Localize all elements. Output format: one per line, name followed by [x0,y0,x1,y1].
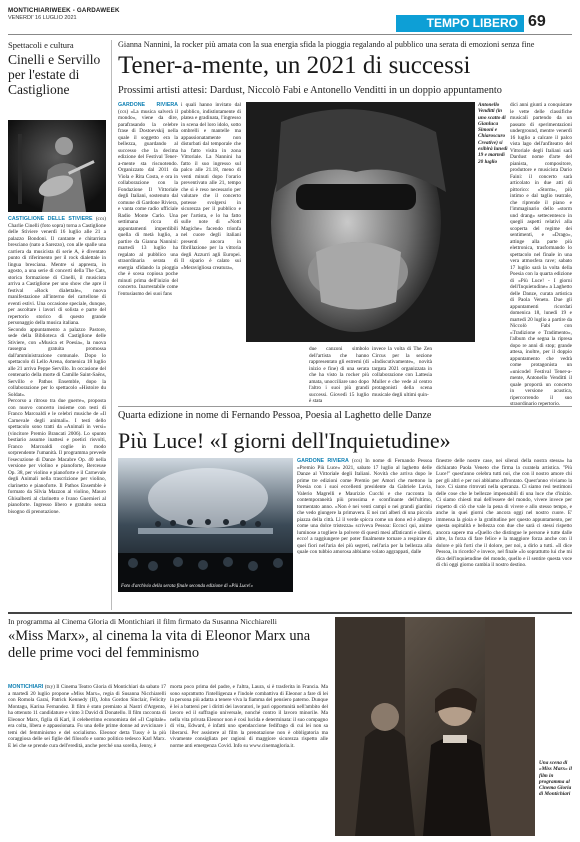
issue-date: VENERDI' 16 LUGLIO 2021 [8,15,77,21]
poetry-kicker: GARDONE RIVIERA [297,458,349,464]
poetry-col-1-text: (ccs) In nome di Fernando Pessoa «Premio Più Luce» 2021, sabato 17 luglio al laghetto delle Danze al Vittoriale degli Italiani. Novità che arriva dopo le prime tre edizioni come Premio per Amori che mettono la Poesia con i suoi eccellenti presidente da Gabriele Lavia, Valerio Magrelli e Maurizio Cucchi e che racconta la contemporaneità più prossima e sconfinante dell'ultimo, tormentato anno. «Non è nei venti campi o nei grandi giardini che vedo giungere la primavera. E nei rari alberi di una piccola piazza della città. Lì il verde spicca come un dono ed è allegro come una dolce tristezza» scriveva Pessoa: Eccoci qui, anime luminose a togliere la polvere di questi mesi affaticanti e silenti, ecco! a raggiungere per poter finalmente tornare a respirare di quei fiori nell'aria dei più segreti, nell'aria per la bellezza alla quale con tubbio amorosa abbiamo volato aggrappati, dalle [297,458,433,555]
film-kicker: MONTICHIARI [8,684,44,690]
lead-col-1-text: (ccs) «La musica salverà il mondo», viene da dire, parafrasando la celebre frase di Dostoevskij nella quale il soggetto era la bellezza, guardando al successo che la decima edizione del Festival Tener-a-mente sta riscuotendo. Organizzato dal 2011 da Viola e Rita Costa, e ora in collaborazione con la Fondazione Il Vittoriale degli Italiani, sostenuto dal comune di Gardone Riviera, e vanta come radio ufficiale Radio Monte Carlo. Una settimana ricca di appuntamenti imperdibili quella di metà luglio, a partire da Gianna Nannini: martedì 13 luglio ha regalato al pubblico una straordinaria serata di energia sfidando la pioggia che è scesa copiosa poche minuti prima dell'inizio del concerto. Inarrestabile come l'entusiasmo dei suoi fans [118,108,178,297]
lead-photo-nannini [246,102,475,342]
film-col-2: morta poco prima del padre, e l'altra, Laura, si è trasferita in Francia. Ma sono soprattutto l'intelligenza e l'indole combattiva di Eleonor a fare di lei la persona più adatta a tenere viva la fiamma del pensiero paterno. Dunque è lei a battersi per i diritti dei lavoratori, le pari opportunità nell'ambito del lavoro ed il suffragio universale, nonché contro il lavoro minorile. Ma nella vita privata Eleonor non è così lucida e determinata: il suo compagno di vita, Edward, è infatti uno spendaccione fedifrago di cui lei non sa liberarsi. Per assistere al film la prenotazione non è obbligatoria ma vivamente consigliata per ragioni di maggiore sicurezza rispetto alle norme anti emergenza Covid. Info su www.cinemagloria.it. [170,684,328,749]
sidebar-body [8,216,106,515]
poetry-col-1 [297,458,432,592]
lead-col-5: dici anni giunti a conquistare le vette delle classifiche musicali partendo da un passato di sperimentazioni underground, mentre venerdì 16 luglio a calcare il palco vista lago dell'anfiteatro del Vittoriale degli Italiani sarà Dardust nome d'arte del pianista, compositore, produttore e musicista Dario Faini: il concerto sarà articolato in due atti di pittorico: «Storm», più intimo e dal taglio teatrale, che riprende il piano e l'immaginario dello «storm und drang» settecentesco in quegli aspetti relativi alla scoperta del regime dei sentimenti, e «Drago», attinge alla parte più elettronica, trasformando lo spettacolo nel finale in una vera atmosfera rave; sabato 17 luglio sarà la volta della Poesia con la quarta edizione di «Più Luce! - I giorni dell'Inquietudine» a Laghetto delle Danze, curata artistica di Paola Veneto. Due gli appuntamenti ricordati domenica 18, lunedì 19 e martedì 20 luglio a partire da Niccolò Fabi con «Tradizione e Tradimento», l'album che segna la ripresa dopo re anni di stop; grande attesa, inoltre, per il doppio appuntamento che vedrà come protagonista un «unicodel Festival Tener-a-mente, Antonello Venditti il quale proporrà un concerto in versione acustica, ripercorrendo il suo straordinario repertorio. [510,102,572,407]
lead-subhead: Prossimi artisti attesi: Dardust, Niccolò Fabi e Antonello Venditti in un doppio appuntamento [118,85,502,96]
poetry-headline: Più Luce! «I giorni dell'Inquietudine» [118,428,451,453]
sidebar-body-start: (ccs) Charlie Cinelli (foto sopra) torna a Castiglione delle Stiviere venerdì 16 luglio alle 21 a palazzo Bondoni. Il cantante e chitarrista bresciano (nato a Sarezzo), con alle spalle una carriera da musicista di serie A, è diventato punto di riferimento per il rock dialettale in lingua bresciana. Mentre si appresta, in agosto, a una serie di concerti della The Cats, storica formazione di Cinelli, il musicista arriva a Castiglione per uno show che apre il festival «Rock dialettale», nuova manifestazione all'interno del cartellone di eventi estivi. Una occasione speciale, dunque, per ascoltare i lavori di solista e parte del repertorio storico di questo grande personaggio della musica italiana. [8,216,107,326]
sidebar-headline: Cinelli e Servillo per l'estate di Castiglione [8,52,101,97]
lead-col-3: due canzoni simbolo dell'artista che hanno rappresentato gli estremi (di inizio e fine) di una serata che ha visto la rocker più amata, unocciliare uno dopo l'altro i suoi più grandi successi. Giovedì 15 luglio è stata [309,346,369,404]
sidebar-body-end: Percorso a ritroso tra due guerre», proposta con nuovo concerto insieme con testi di Franco Marcoaldi e le celebri musiche de «Il Carnevale degli animali». I testi dello spettacolo sono tratti da «Animali in versi» (vincitore Premio Brancati 2006). Lo spunto bestiario assume inattesi e poetici risvolti, Franco Marcoaldi coglie in modo sorprendente l'umanità. Il programma prevede l'esecuzione di Danze Macabre Op. 40 nella versione per violino e pianoforte, Berceuse Op. 38, per violino e pianoforte e il Carnevale degli Animali nella trascrizione per violino, clarinetto e pianoforte. Il Pathos Ensemble è formato da Silvia Mazzon al violino, Mauro Ghisalberti al clarinetto e Ivano Guernieri al pianoforte. Ingresso libero e gratuito senza bisogno di prenotazione. [8,398,106,515]
film-col-1-text: (txy) Il Cinema Teatro Gloria di Montichiari da sabato 17 a martedì 20 luglio propone «Miss Marx», regia di Susanna Nicchiarelli con Romola Garai, Patrick Kennedy (II), John Gordon Sinclair, Felicity Montagu, Karina Fernandez. Il film è stato premiato ai Nastri d'Argento, ha ottenuto 11 candidature e vinto 3 David di Donatello. Il film racconta di Eleonor Marx, figlia di Karl, il celeberrimo economista del «Il Capitale» era colta, libera e appassionata. Fu una delle prime donne ad avvicinare i temi del femminismo e del socialismo. Eleonor detta Tussy è la più coraggiosa delle sei figlie del filosofo e uomo politico tedesco Karl Marx. E lei che se prende cura dell'eredità, anche perché una sorella, Jenny, è [8,684,166,749]
lead-overline: Gianna Nannini, la rocker più amata con la sua energia sfida la pioggia regalando al pubblico una serata di emozioni senza fine [118,40,535,49]
section-banner: TEMPO LIBERO [396,15,524,32]
poetry-overline: Quarta edizione in nome di Fernando Pessoa, Poesia al Laghetto delle Danze [118,410,432,421]
lead-col-4: invece la volta di The Zen Circus per la sezione «Indiscutivamente», novità targata 2021 organizzata in collaborazione con Lattesia Muller e che vede al centro protagonisti della scena musicale degli ultimi quin- [372,346,432,398]
lead-photo-caption: Antonello Venditti (in uno scatto di Gianluca Simoni e Chiaroscuro Creative) si esibirà lunedì 19 e martedì 20 luglio [478,102,508,165]
publication-name: MONTICHIARIWEEK - GARDAWEEK [8,7,120,14]
poetry-photo-stage [118,458,293,592]
sidebar-overline: Spettacoli e cultura [8,40,74,50]
film-photo-caption: Una scena di «Miss Marx» il film in programma al Cinema Gloria di Montichiari [539,760,572,798]
lead-col-2: i quali hanno invitato dal pubblico, indistintamente di platea e gradinata, l'ingresso in scena del loro idolo, sotto ombrelli e mantelle ma appassionatamente non disturbati dal temporale che ha fatto visita in zona Vittoriale. La Nannini ha fatto il suo ingresso sul palco alle 21.18, meno di venti minuti dopo l'orario preventivato alle 21, tempo che si è reso necessario per valutare che il concerto potesse svolgersi in sicurezza per il pubblico e per l'artista, e lo ha fatto sulle note di «Notti Magiche» facendo trionfa nel cuore degli italiani presenti ancora in fibrillazione per la vittoria degli Azzurri agli Europei. Il sipario è calato sui «Meravigliosa creatura», [181,102,241,271]
film-overline: In programma al Cinema Gloria di Montichiari il film firmato da Susanna Nicchiarelli [8,617,277,626]
lead-col-1 [118,102,178,402]
poetry-col-2: finestre delle nostre case, nei silenzi della nostra stessa» ha dichiarato Paola Veneto che firma la curatela artistica. "Più Luce!" quest'anno celebra tutti noi, che con il nostro amore chi per gli altri e per noi abbiamo affrontato. Quest'anno viviamo la luce. Ci siamo ritrovati nella speranza. Ci siamo resi testimoni delle cose che le bellezze impensabili di una luce che d'inizio. Ci siamo chiesti mai dell'essere del mondo, vivere invece per rispetto di ciò che vale la pena di vivere e allo stesso tempo, e anche in quei giorni che ancora oggi nel nostro cuore. E' immensa la gioia e la gratitudine per questo appuntamento, per questa ospitalità e bellezza con due che sarà ci stessi rispetto ancora sapere ma «Quello che distingue le persone è tutte dalle altre, la forza di fare felice e la maggiore forza anche con il dolore e più forti che il dolore, per noi, a dirlo a tutti. «Il dice Pessoa, in ricordo? e invece, nel finale «Io soprattutto lui che mi dica dell'inquietudine del mondo, quello e il sentire questa voce di chi oggi giorno cambia il nostro destino. [436,458,572,568]
masthead [8,5,572,35]
sidebar-body-mid: Secondo appuntamento a palazzo Pastore, sede della Biblioteca di Castiglione delle Stiviere, con «Musica et Poesia», la nuova rassegna gratuita promossa dall'amministrazione comunale. Dopo lo spettacolo di Lello Arena, domenica 18 luglio alle 21 arriva Peppe Servillo. In occasione del centenario della morte di Camille Saint-Saëns, Servillo e Pathos Ensemble, dopo la collaborazione per lo spettacolo «Histoire du Soldat». [8,326,106,398]
sidebar-divider [111,40,112,610]
film-headline: «Miss Marx», al cinema la vita di Eleonor Marx una delle prime voci del femminismo [8,628,311,661]
sidebar-photo-guitarist [8,120,106,212]
poetry-photo-caption: Foto d'archivio della serata finale seconda edizione di «Più Luce!» [121,584,253,589]
film-col-1 [8,684,166,836]
lead-headline: Tener-a-mente, un 2021 di successi [118,52,471,79]
film-photo-miss-marx [335,617,535,836]
sidebar-kicker: CASTIGLIONE DELLE STIVIERE [8,216,93,222]
lead-kicker: GARDONE RIVIERA [118,102,178,108]
lead-bottom-rule [118,406,572,407]
page-number: 69 [528,13,546,30]
poetry-bottom-rule [8,612,572,614]
sidebar-story [8,40,106,610]
masthead-rule [8,34,572,35]
